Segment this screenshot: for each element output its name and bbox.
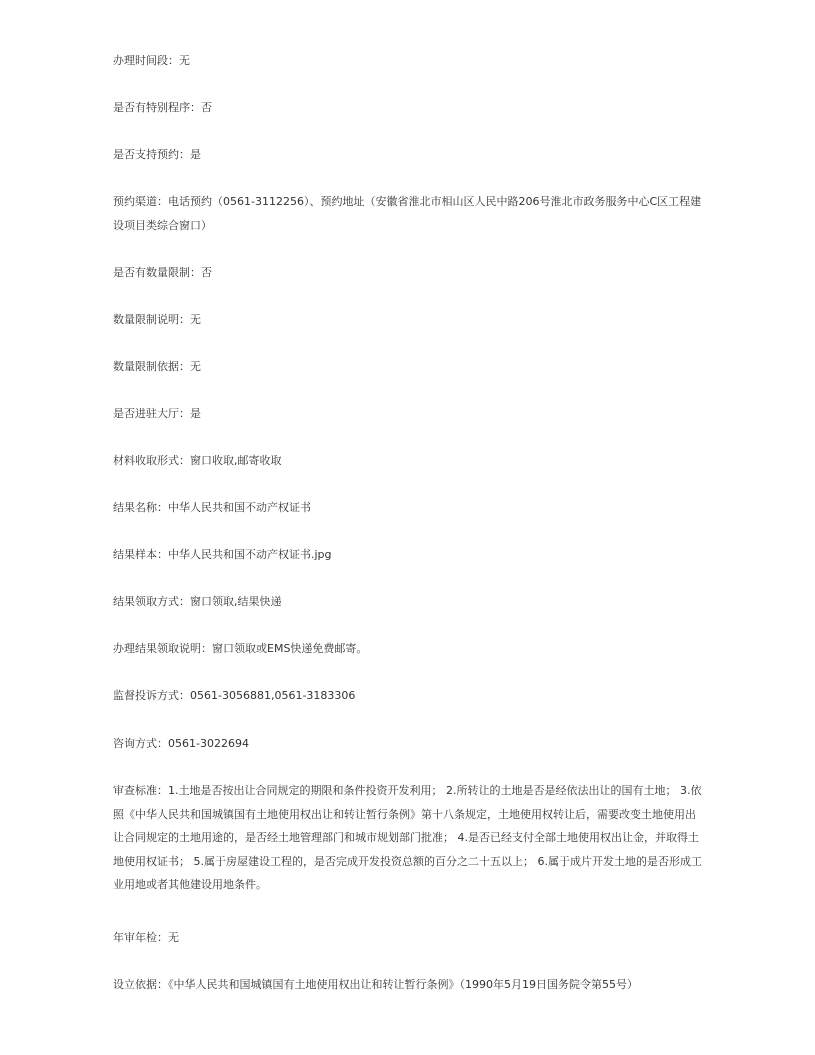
entry-label: 材料收取形式： <box>113 454 190 467</box>
entry-label: 设立依据： <box>113 978 168 991</box>
entry-value: 1.土地是否按出让合同规定的期限和条件投资开发利用； 2.所转让的土地是否是经依法出让的国有土地； 3.依照《中华人民共和国城镇国有土地使用权出让和转让暂行条例》第十八条规定，土地使用权转让后，需要改变土地使用出让合同规定的土地用途的，是否经土地管理部门和城市规划部门批准； 4.是否已经支付全部土地使用权出让金，并取得土地使用权证书； 5.属于房屋建设工程的，是否完成开发投资总额的百分之二十五以上； 6.属于成片开发土地的是否形成工业用地或者其他建设用地条件。 <box>113 784 702 891</box>
entry-label: 审查标准： <box>113 784 168 797</box>
entry-label: 预约渠道： <box>113 195 168 208</box>
entry-quantity-limit <box>113 261 703 285</box>
entry-value: 否 <box>201 266 212 279</box>
entry-value: 无 <box>190 313 201 326</box>
entry-result-pickup <box>113 590 703 614</box>
entry-value: 无 <box>179 54 190 67</box>
entry-legal-basis <box>113 973 703 997</box>
entry-label: 监督投诉方式： <box>113 689 190 702</box>
entry-review-standard <box>113 779 703 897</box>
entry-label: 办理结果领取说明： <box>113 642 212 655</box>
entry-label: 数量限制依据： <box>113 360 190 373</box>
entry-label: 年审年检： <box>113 931 168 944</box>
entry-value: 窗口领取或EMS快递免费邮寄。 <box>212 642 368 655</box>
entry-result-sample <box>113 543 703 567</box>
entry-complaint-contact <box>113 684 703 708</box>
entry-special-procedure <box>113 96 703 120</box>
entry-label: 数量限制说明： <box>113 313 190 326</box>
entry-value: 电话预约（0561-3112256）、预约地址（安徽省淮北市相山区人民中路206号淮北市政务服务中心C区工程建设项目类综合窗口） <box>113 195 702 232</box>
entry-label: 是否有数量限制： <box>113 266 201 279</box>
entry-result-name <box>113 496 703 520</box>
entry-value: 窗口领取,结果快递 <box>190 595 282 608</box>
entry-consult-contact <box>113 732 703 756</box>
entry-value: 无 <box>168 931 179 944</box>
entry-reservation-support <box>113 143 703 167</box>
entry-label: 是否进驻大厅： <box>113 407 190 420</box>
entry-value: 否 <box>201 101 212 114</box>
entry-value: 无 <box>190 360 201 373</box>
entry-value: 中华人民共和国不动产权证书 <box>168 501 311 514</box>
entry-value: 是 <box>190 407 201 420</box>
entry-value: 0561-3022694 <box>168 737 249 750</box>
entry-label: 结果领取方式： <box>113 595 190 608</box>
entry-label: 咨询方式： <box>113 737 168 750</box>
entry-value: 中华人民共和国不动产权证书.jpg <box>168 548 332 561</box>
entry-label: 是否有特别程序： <box>113 101 201 114</box>
entry-quantity-limit-basis <box>113 355 703 379</box>
entry-in-hall <box>113 402 703 426</box>
entry-annual-review <box>113 926 703 950</box>
entry-label: 结果名称： <box>113 501 168 514</box>
entry-quantity-limit-note <box>113 308 703 332</box>
entry-label: 是否支持预约： <box>113 148 190 161</box>
entry-value: 0561-3056881,0561-3183306 <box>190 689 356 702</box>
entry-value: 窗口收取,邮寄收取 <box>190 454 282 467</box>
entry-result-pickup-note <box>113 637 703 661</box>
entry-value: 是 <box>190 148 201 161</box>
entry-label: 结果样本： <box>113 548 168 561</box>
entry-reservation-channel <box>113 190 703 237</box>
entry-handling-time <box>113 49 703 73</box>
entry-label: 办理时间段： <box>113 54 179 67</box>
entry-value: 《中华人民共和国城镇国有土地使用权出让和转让暂行条例》（1990年5月19日国务院令第55号） <box>168 978 638 991</box>
entry-material-collection <box>113 449 703 473</box>
